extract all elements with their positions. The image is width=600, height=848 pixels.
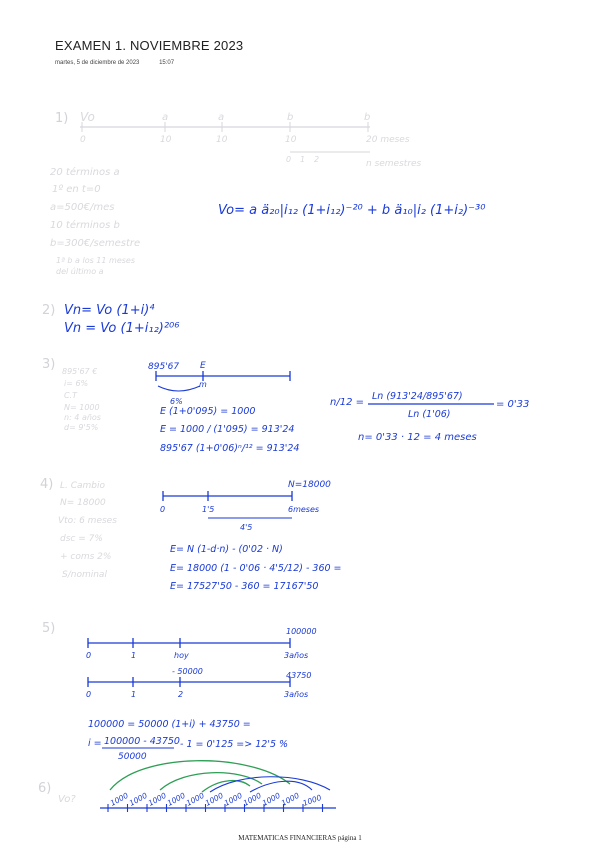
q4-eq1: E= N (1-d·n) - (0'02 · N) [170, 544, 283, 555]
q3-top-left: 895'67 [148, 362, 180, 372]
q4-span: 4'5 [240, 523, 253, 532]
q3-note-5: d= 9'5% [64, 423, 99, 432]
q3-rate: 6% [170, 397, 183, 406]
q5-l2-label-3: 3años [284, 690, 309, 699]
q3-number: 3) [42, 357, 56, 372]
q4-axis-2: 6meses [288, 505, 320, 514]
q4-axis-1: 1'5 [202, 505, 215, 514]
q4-note-2: Vto: 6 meses [58, 516, 117, 526]
q5-l1-label-1: 1 [131, 651, 137, 660]
q4-eq3: E= 17527'50 - 360 = 17167'50 [170, 581, 319, 592]
q1-note-0: 20 términos a [50, 167, 120, 178]
q3-notes [62, 367, 101, 432]
q4-note-1: N= 18000 [60, 498, 106, 508]
q1-note-6: del último a [56, 267, 104, 276]
q5-l1-top: 100000 [286, 627, 317, 636]
q1-note-1: 1º en t=0 [52, 184, 101, 195]
q3-eq1: E (1+0'095) = 1000 [160, 406, 256, 417]
q1-bot-1: 10 [160, 135, 172, 145]
q1-note-5: 1ª b a los 11 meses [56, 256, 135, 265]
q1-bot-0: 0 [80, 135, 86, 145]
q6-number: 6) [38, 781, 52, 796]
q6-payment: 1000 [184, 790, 206, 808]
q4-eq2: E= 18000 (1 - 0'06 · 4'5/12) - 360 = [170, 563, 342, 574]
q6-payment: 1000 [260, 790, 282, 808]
q1-top-3: b [287, 112, 294, 123]
q1-notes [50, 166, 140, 276]
q1-bot-2: 10 [216, 135, 228, 145]
q1-note-4: b=300€/semestre [50, 238, 141, 249]
q6-payment: 1000 [127, 790, 149, 808]
q4-note-3: dsc = 7% [60, 534, 103, 544]
q6-payment: 1000 [279, 790, 301, 808]
q6-green-arcs [110, 761, 290, 792]
q5-eq2-right: - 1 = 0'125 => 12'5 % [180, 739, 289, 750]
q1-sub-0: 0 [286, 155, 292, 164]
q3-ratio-result: = 0'33 [496, 399, 530, 410]
page-footer: MATEMATICAS FINANCIERAS página 1 [238, 834, 362, 842]
page-date: martes, 5 de diciembre de 2023 [55, 60, 140, 66]
q4-note-4: + coms 2% [60, 552, 112, 562]
q5-l2-label-1: 1 [131, 690, 137, 699]
q3-note-4: n: 4 años [64, 413, 101, 422]
q2-number: 2) [42, 303, 56, 318]
q1-bot-3: 10 [285, 135, 297, 145]
q6-note: Vo? [58, 794, 76, 805]
q5-l1-label-0: 0 [86, 651, 92, 660]
page-title: EXAMEN 1. NOVIEMBRE 2023 [55, 38, 244, 53]
q6-payment: 1000 [203, 790, 225, 808]
q5-eq1: 100000 = 50000 (1+i) + 43750 = [88, 719, 251, 730]
q1-top-2: a [218, 112, 225, 123]
q1-top-0: Vo [80, 110, 95, 124]
q1-top-4: b [364, 112, 371, 123]
q3-note-0: 895'67 € [62, 367, 98, 376]
q4-axis-0: 0 [160, 505, 166, 514]
q6-payment: 1000 [222, 790, 244, 808]
q5-eq2-left: i = [88, 738, 102, 749]
q1-sub-2: 2 [314, 155, 320, 164]
q3-brace [158, 386, 200, 391]
q1-note-3: 10 términos b [50, 220, 120, 231]
q4-note-0: L. Cambio [60, 481, 106, 491]
q1-top-1: a [162, 112, 169, 123]
q1-sub-1: 1 [300, 155, 306, 164]
q6-payment: 1000 [301, 792, 323, 808]
q5-l2-label-2: 2 [178, 690, 184, 699]
q1-sub-label: n semestres [366, 159, 422, 169]
q4-top-label: N=18000 [288, 480, 331, 490]
q1-number: 1) [55, 111, 69, 126]
q6-payment: 1000 [165, 790, 187, 808]
q5-l2-above: - 50000 [172, 667, 203, 676]
q2-line1: Vn= Vo (1+i)⁴ [64, 303, 155, 318]
q4-note-5: S/nominal [62, 570, 107, 580]
q1-note-2: a=500€/mes [50, 202, 115, 213]
q3-ratio-den: Ln (1'06) [408, 409, 451, 420]
q3-note-2: C.T [64, 391, 78, 400]
q5-l2-label-0: 0 [86, 690, 92, 699]
q5-number: 5) [42, 621, 56, 636]
q5-eq2-den: 50000 [118, 752, 147, 762]
q6-payment: 1000 [146, 790, 168, 808]
q5-eq2-num: 100000 - 43750 [104, 736, 180, 747]
q1-formula: Vo= a ä₂₀|i₁₂ (1+i₁₂)⁻²⁰ + b ä₁₀|i₂ (1+i₂)⁻³⁰ [218, 203, 486, 218]
q6-payment: 1000 [241, 790, 263, 808]
q6-payment: 1000 [108, 790, 130, 808]
page-time: 15:07 [159, 60, 175, 66]
q3-note-1: i= 6% [64, 379, 89, 388]
q5-l1-label-2: hoy [174, 651, 189, 660]
q6-payments [109, 791, 323, 808]
q6-blue-arcs [210, 777, 330, 792]
q2-line2: Vn = Vo (1+i₁₂)²⁰⁶ [64, 321, 180, 336]
q5-l2-top: 43750 [286, 671, 312, 680]
q3-ratio-num: Ln (913'24/895'67) [372, 391, 463, 402]
q3-marker: m [199, 380, 207, 389]
q4-number: 4) [40, 477, 54, 492]
q3-top-mid: E [200, 361, 206, 371]
q3-eq2: E = 1000 / (1'095) = 913'24 [160, 424, 295, 435]
q3-eq3: 895'67 (1+0'06)ⁿ/¹² = 913'24 [160, 443, 300, 454]
q3-note-3: N= 1000 [64, 403, 100, 412]
q3-n-result: n= 0'33 · 12 = 4 meses [358, 432, 477, 443]
q5-l1-label-3: 3años [284, 651, 309, 660]
q3-ratio-left: n/12 = [330, 397, 364, 408]
q1-bot-extra: 20 meses [366, 135, 410, 145]
q4-notes [58, 481, 117, 580]
